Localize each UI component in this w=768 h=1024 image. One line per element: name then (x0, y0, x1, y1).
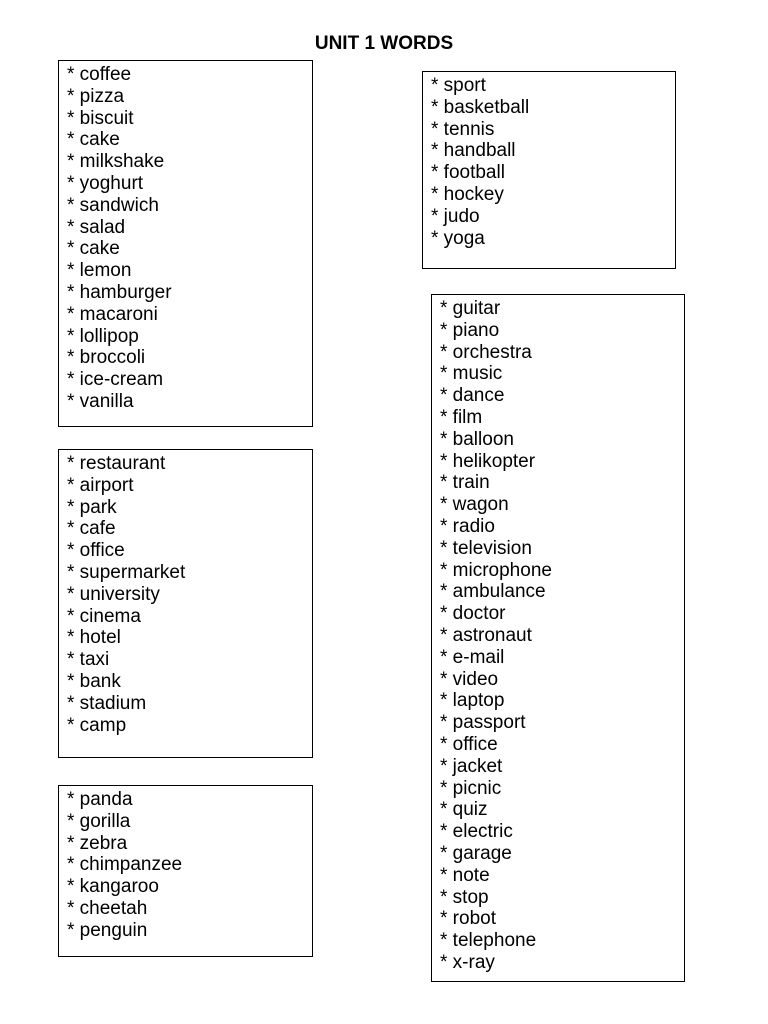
word-item: * kangaroo (67, 876, 159, 898)
word-item: * airport (67, 474, 134, 496)
word-item: * supermarket (67, 561, 186, 583)
word-item: * taxi (67, 649, 110, 671)
word-item: * football (431, 162, 505, 184)
word-item: * e-mail (440, 646, 505, 668)
word-item: * office (67, 540, 125, 562)
word-item: * sport (431, 75, 486, 96)
word-item: * x-ray (440, 951, 495, 973)
word-item: * hamburger (67, 281, 172, 303)
word-item: * judo (431, 205, 480, 227)
word-list-places (67, 453, 312, 736)
word-item: * sandwich (67, 194, 159, 216)
word-item: * garage (440, 842, 512, 864)
word-item: * telephone (440, 930, 537, 952)
word-item: * piano (440, 319, 500, 341)
word-item: * cheetah (67, 897, 148, 919)
word-item: * lemon (67, 260, 132, 282)
word-list-food (67, 64, 312, 413)
word-item: * restaurant (67, 453, 166, 474)
word-item: * pizza (67, 85, 125, 107)
word-item: * yoghurt (67, 172, 144, 194)
word-item: * broccoli (67, 347, 146, 369)
word-item: * dance (440, 385, 505, 407)
word-item: * hockey (431, 183, 504, 205)
word-item: * passport (440, 712, 526, 734)
word-item: * handball (431, 140, 516, 162)
word-item: * stop (440, 886, 489, 908)
word-item: * television (440, 537, 532, 559)
word-item: * quiz (440, 799, 488, 821)
word-item: * astronaut (440, 624, 532, 646)
word-item: * basketball (431, 96, 530, 118)
page-title: UNIT 1 WORDS (314, 33, 454, 54)
word-item: * park (67, 496, 117, 518)
word-item: * stadium (67, 692, 147, 714)
word-item: * film (440, 406, 483, 428)
word-item: * video (440, 668, 499, 690)
word-item: * electric (440, 821, 513, 843)
word-item: * coffee (67, 64, 132, 85)
word-item: * guitar (440, 298, 501, 319)
word-item: * hotel (67, 627, 121, 649)
word-item: * laptop (440, 690, 505, 712)
word-item: * picnic (440, 777, 502, 799)
word-item: * penguin (67, 919, 148, 941)
word-item: * yoga (431, 227, 485, 249)
word-item: * lollipop (67, 325, 139, 347)
word-box-sport (422, 71, 676, 269)
word-item: * microphone (440, 559, 552, 581)
word-item: * university (67, 583, 160, 605)
word-item: * chimpanzee (67, 854, 183, 876)
word-item: * music (440, 363, 503, 385)
word-item: * salad (67, 216, 126, 238)
word-item: * macaroni (67, 303, 158, 325)
word-item: * milkshake (67, 151, 165, 173)
word-item: * jacket (440, 755, 503, 777)
word-item: * camp (67, 714, 127, 736)
word-item: * zebra (67, 832, 128, 854)
word-item: * tennis (431, 118, 495, 140)
word-item: * ambulance (440, 581, 546, 603)
word-item: * vanilla (67, 390, 134, 412)
word-item: * helikopter (440, 450, 536, 472)
word-list-animals (67, 789, 312, 942)
word-list-sport (431, 75, 675, 249)
word-item: * cinema (67, 605, 141, 627)
word-item: * bank (67, 670, 121, 692)
word-list-misc (440, 298, 684, 974)
word-item: * orchestra (440, 341, 532, 363)
word-item: * cake (67, 129, 120, 151)
word-item: * panda (67, 789, 133, 810)
word-item: * robot (440, 908, 496, 930)
word-item: * gorilla (67, 810, 131, 832)
word-item: * note (440, 864, 490, 886)
word-box-food (58, 60, 313, 427)
word-item: * wagon (440, 494, 509, 516)
word-item: * ice-cream (67, 369, 164, 391)
word-item: * office (440, 733, 498, 755)
word-item: * radio (440, 515, 495, 537)
word-item: * cafe (67, 518, 116, 540)
word-item: * cake (67, 238, 120, 260)
word-item: * biscuit (67, 107, 134, 129)
word-item: * balloon (440, 428, 514, 450)
word-box-misc (431, 294, 685, 982)
word-box-places (58, 449, 313, 758)
word-box-animals (58, 785, 313, 957)
word-item: * train (440, 472, 490, 494)
word-item: * doctor (440, 603, 506, 625)
